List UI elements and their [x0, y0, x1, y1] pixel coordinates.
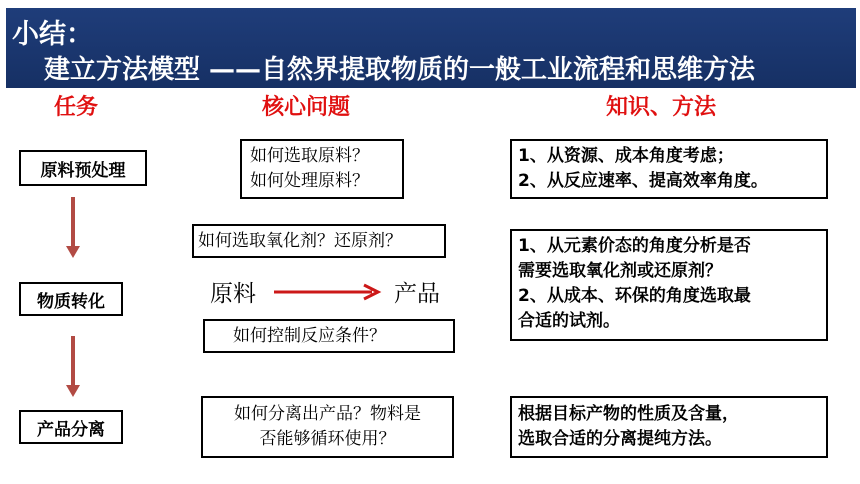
task-pretreatment-label: 原料预处理: [40, 160, 126, 181]
knowledge-separation: [510, 396, 828, 458]
question-text: 如何控制反应条件？: [233, 326, 386, 346]
title-banner: [6, 8, 856, 88]
question-text: 如何选取氧化剂？还原剂？: [198, 231, 402, 251]
knowledge-text: 1、从资源、成本角度考虑；: [518, 146, 734, 166]
question-text: 否能够循环使用？: [259, 429, 396, 449]
knowledge-text: 需要选取氧化剂或还原剂？: [518, 261, 722, 281]
page-title: 建立方法模型 ——自然界提取物质的一般工业流程和思维方法: [44, 55, 756, 85]
question-text: 如何选取原料？: [250, 146, 369, 166]
question-agent: [192, 224, 446, 258]
knowledge-text: 1、从元素价态的角度分析是否: [518, 236, 751, 256]
task-pretreatment: [19, 150, 147, 186]
flow-arrow-head-2: [66, 385, 80, 397]
summary-label: 小结：: [12, 19, 93, 50]
knowledge-text: 2、从反应速率、提高效率角度。: [518, 171, 768, 191]
question-separation: [201, 396, 454, 458]
knowledge-text: 根据目标产物的性质及含量，: [518, 404, 739, 424]
flow-from-label: 原料: [210, 281, 256, 307]
header-core-question: 核心问题: [262, 95, 351, 120]
task-separation: [19, 410, 123, 444]
flow-arrow-shaft-1: [71, 197, 75, 247]
right-arrow-icon: [272, 282, 390, 302]
knowledge-text: 合适的试剂。: [518, 311, 620, 331]
flow-arrow-head-1: [66, 246, 80, 258]
knowledge-transformation: [510, 229, 828, 341]
question-text: 如何处理原料？: [250, 171, 369, 191]
question-text: 如何分离出产品？物料是: [234, 404, 421, 424]
task-transformation-label: 物质转化: [37, 291, 105, 312]
question-pretreatment: [240, 139, 404, 199]
knowledge-pretreatment: [510, 139, 828, 199]
question-conditions: [203, 319, 455, 353]
header-knowledge-method: 知识、方法: [606, 95, 717, 120]
knowledge-text: 2、从成本、环保的角度选取最: [518, 286, 751, 306]
flow-arrow-shaft-2: [71, 336, 75, 386]
task-transformation: [19, 282, 123, 316]
flow-to-label: 产品: [394, 281, 440, 307]
knowledge-text: 选取合适的分离提纯方法。: [518, 429, 722, 449]
header-task: 任务: [54, 95, 99, 120]
task-separation-label: 产品分离: [37, 419, 105, 440]
